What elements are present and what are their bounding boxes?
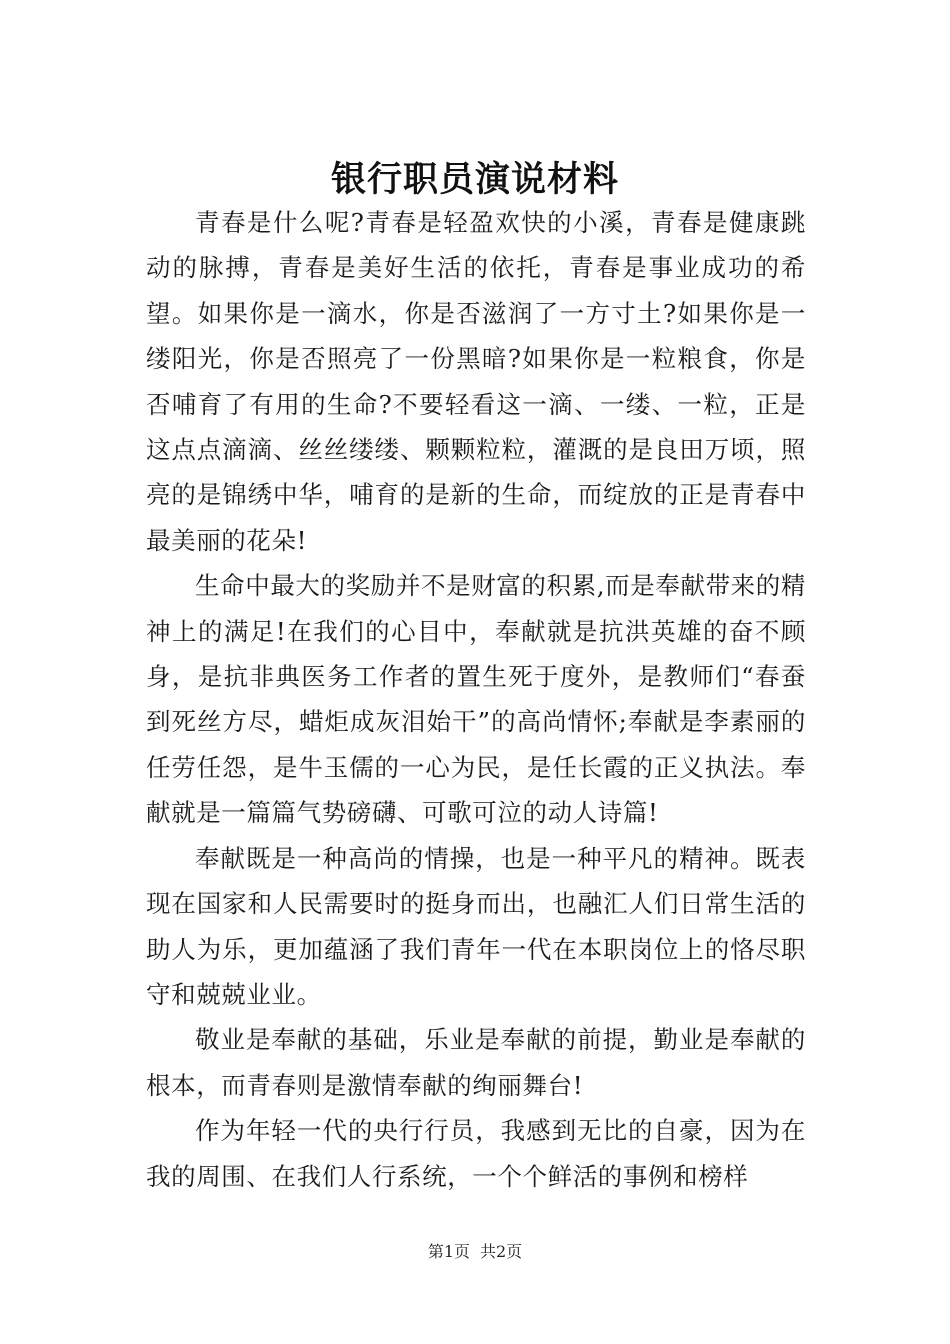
page-number: 第1页: [427, 1242, 470, 1261]
document-title: 银行职员演说材料: [330, 159, 619, 201]
paragraph: 作为年轻一代的央行行员，我感到无比的自豪，因为在我的周围、在我们人行系统，一个个鲜活的事例和榜样: [146, 1116, 806, 1191]
paragraph: 敬业是奉献的基础，乐业是奉献的前提，勤业是奉献的根本，而青春则是激情奉献的绚丽舞台!: [146, 1025, 806, 1100]
paragraph: 奉献既是一种高尚的情操，也是一种平凡的精神。既表现在国家和人民需要时的挺身而出，也融汇人们日常生活的助人为乐，更加蕴涵了我们青年一代在本职岗位上的恪尽职守和兢兢业业。: [146, 843, 806, 1009]
paragraph: 生命中最大的奖励并不是财富的积累,而是奉献带来的精神上的满足!在我们的心目中，奉献就是抗洪英雄的奋不顾身，是抗非典医务工作者的置生死于度外，是教师们“春蚕到死丝方尽，蜡炬成灰泪始干”的高尚情怀;奉献是李素丽的任劳任怨，是牛玉儒的一心为民，是任长霞的正义执法。奉献就是一篇篇气势磅礴、可歌可泣的动人诗篇!: [146, 571, 806, 828]
paragraph: 青春是什么呢?青春是轻盈欢快的小溪，青春是健康跳动的脉搏，青春是美好生活的依托，青春是事业成功的希望。如果你是一滴水，你是否滋润了一方寸土?如果你是一缕阳光，你是否照亮了一份黑暗?如果你是一粒粮食，你是否哺育了有用的生命?不要轻看这一滴、一缕、一粒，正是这点点滴滴、丝丝缕缕、颗颗粒粒，灌溉的是良田万顷，照亮的是锦绣中华，哺育的是新的生命，而绽放的正是青春中最美丽的花朵!: [146, 208, 806, 555]
document-body: [146, 200, 806, 1199]
page-total: 共2页: [480, 1242, 523, 1261]
page-footer: [0, 1240, 950, 1264]
